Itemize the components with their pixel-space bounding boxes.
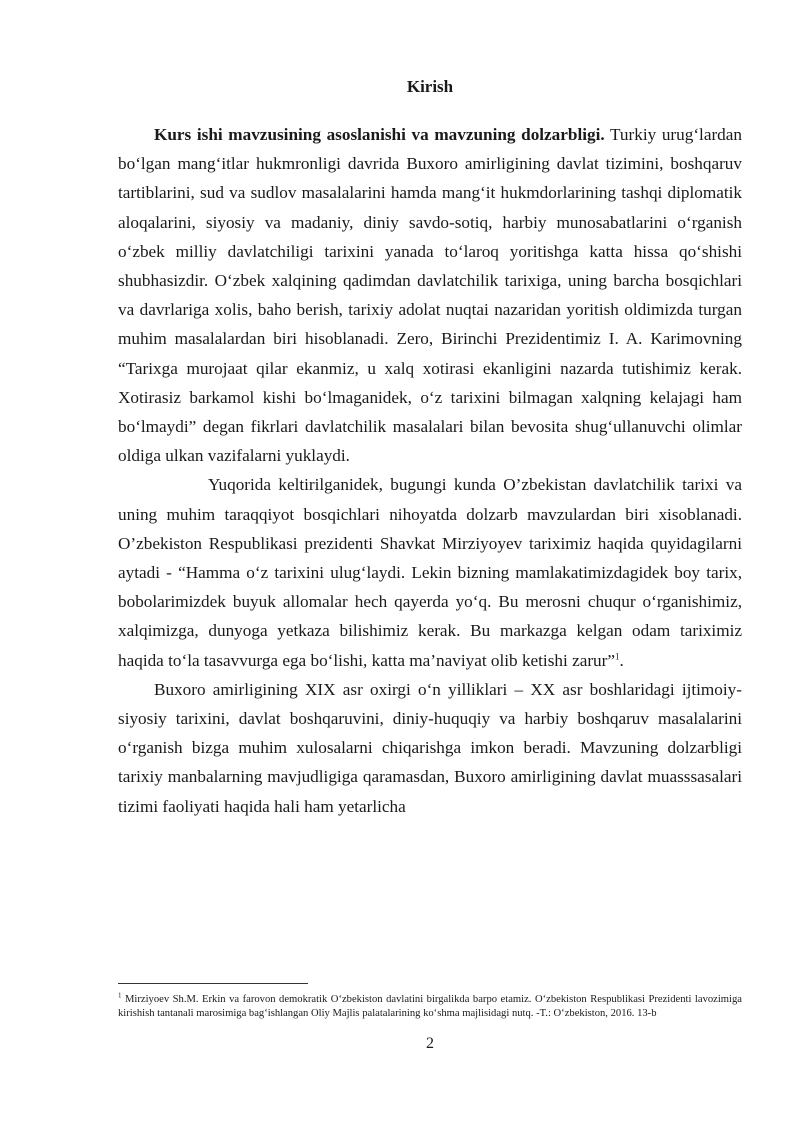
section-title: Kirish	[406, 77, 454, 96]
paragraph-3	[118, 675, 742, 821]
footnote-mark: 1	[118, 991, 122, 1000]
paragraph-2-text: Yuqorida keltirilganidek, bugungi kunda O’zbekistan davlatchilik tarixi va uning muhim taraqqiyot bosqichlari nihoyatda dolzarb mavzulardan biri xisoblanadi. O’zbekiston Respublikasi prezidenti Shavkat Mirziyoyev tariximiz haqida quyidagilarni aytadi - “Hamma o‘z tarixini ulug‘laydi. Lekin bizning mamlakatimizdagidek boy tarix, bobolarimizdek buyuk allomalar hech qayerda yo‘q. Bu merosni chuqur o‘rganishimiz, xalqimizga, dunyoga yetkaza bilishimiz kerak. Bu markazga kelgan odam tariximiz haqida to‘la tasavvurga ega bo‘lishi, katta ma’naviyat olib ketishi zarur”	[118, 475, 742, 670]
paragraph-lead-heading: Kurs ishi mavzusining asoslanishi va mavzuning dolzarbligi.	[154, 125, 605, 144]
footnote-text: Mirziyoev Sh.M. Erkin va farovon demokratik O‘zbekiston davlatini birgalikda barpo etamiz. O‘zbekiston Respublikasi Prezidenti lavozimiga kirishish tantanali marosimiga bag‘ishlangan Oliy Majlis palatalarining ko‘shma majlisidagi nutq. -T.: O‘zbekiston, 2016. 13-b	[118, 994, 742, 1019]
footnote	[118, 993, 742, 1020]
paragraph-3-text: Buxoro amirligining XIX asr oxirgi o‘n yilliklari – XX asr boshlaridagi ijtimoiy-siyosiy tarixini, davlat boshqaruvini, diniy-huquqiy va harbiy boshqaruv masalalarini o‘rganish bizga muhim xulosalarni chiqarishga imkon beradi. Mavzuning dolzarbligi tarixiy manbalarning mavjudligiga qaramasdan, Buxoro amirligining davlat muasssasalari tizimi faoliyati haqida hali ham yetarlicha	[118, 679, 742, 816]
footnote-divider	[118, 983, 308, 984]
paragraph-2-tail: .	[619, 650, 624, 670]
footnote-reference[interactable]: 1	[615, 650, 620, 661]
paragraph-1-text: Turkiy urug‘lardan bo‘lgan mang‘itlar hukmronligi davrida Buxoro amirligining davlat tizimini, boshqaruv tartiblarini, sud va sudlov masalalarini hamda mang‘it hukmdorlarining tashqi diplomatik aloqalarini, siyosiy va madaniy, diniy savdo-sotiq, harbiy munosabatlarini o‘rganish o‘zbek milliy davlatchiligi tarixini yanada to‘laroq yoritishga katta hissa qo‘shishi shubhasizdir. O‘zbek xalqining qadimdan davlatchilik tarixiga, uning barcha bosqichlari va davrlariga xolis, baho berish, tarixiy adolat nuqtai nazaridan yoritish oldimizda turgan muhim masalalardan biri hisoblanadi. Zero, Birinchi Prezidentimiz I. A. Karimovning “Tarixga murojaat qilar ekanmiz, u xalq xotirasi ekanligini nazarda tutishimiz kerak. Xotirasiz barkamol kishi bo‘lmaganidek, o‘z tarixini bilmagan xalqning kelajagi ham bo‘lmaydi” degan fikrlari davlatchilik masalalari bilan bevosita shug‘ullanuvchi olimlar oldiga ulkan vazifalarni yuklaydi.	[118, 125, 742, 466]
paragraph-1	[118, 120, 742, 470]
page-number: 2	[426, 1035, 434, 1052]
paragraph-2	[118, 470, 742, 674]
body-text	[118, 120, 742, 821]
